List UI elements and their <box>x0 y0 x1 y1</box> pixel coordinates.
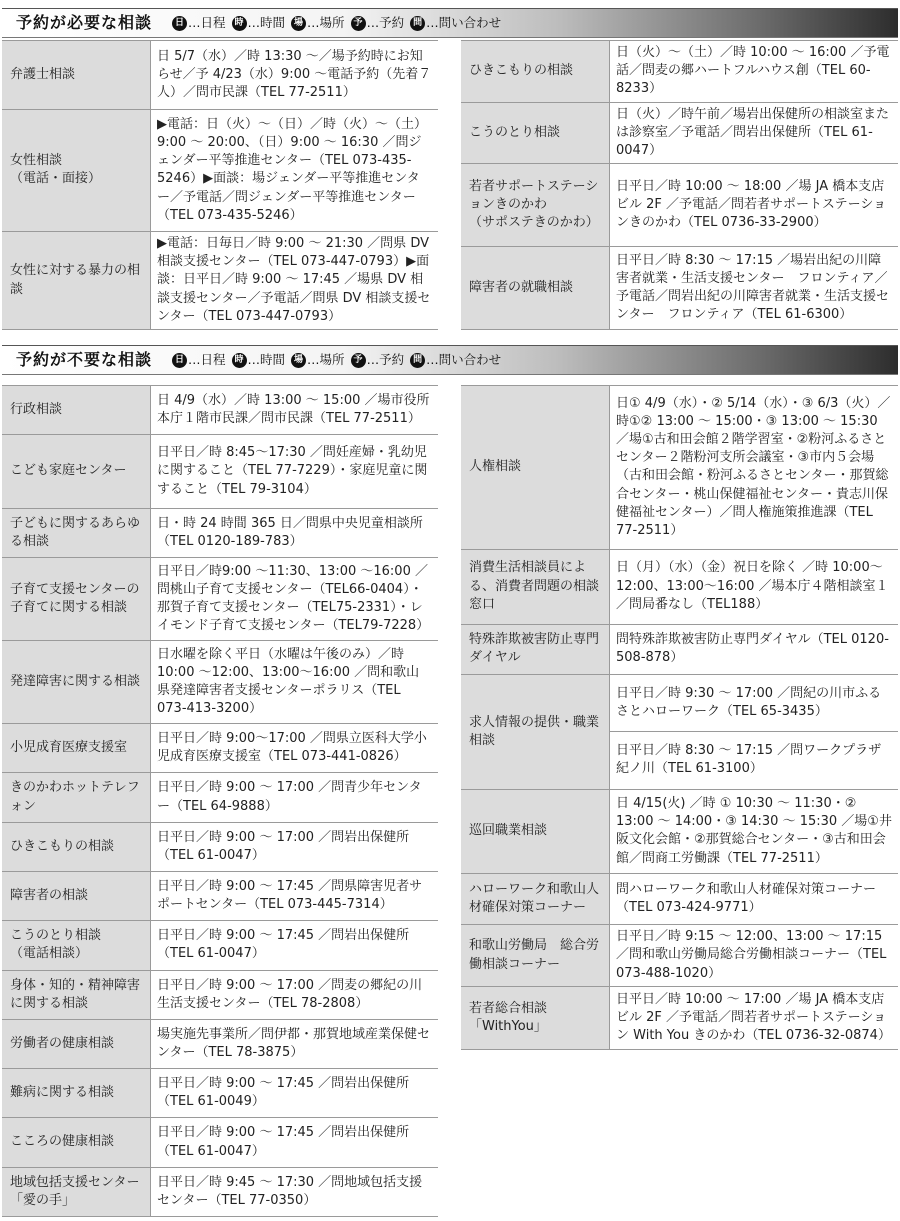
detail-line: 日・時 24 時間 365 日／問県中央児童相談所（TEL 0120-189-783） <box>150 509 438 557</box>
consultation-details <box>609 625 898 674</box>
consultation-name: 発達障害に関する相談 <box>2 641 150 723</box>
table-row <box>2 40 438 110</box>
legend-label: …時間 <box>247 351 286 367</box>
inquiry-icon: 問 <box>410 353 425 368</box>
legend-label: …日程 <box>188 14 226 30</box>
detail-line: 日平日／時 9:00 〜 17:45 ／問岩出保健所（TEL 61-0047） <box>150 921 438 969</box>
section-title: 予約が不要な相談 <box>16 350 153 370</box>
consultation-details <box>150 41 438 109</box>
consultation-details <box>150 435 438 507</box>
detail-line: 日平日／時 8:30 〜 17:15 ／問ワークプラザ紀ノ川（TEL 61-3100） <box>609 731 898 788</box>
table-row <box>2 921 438 970</box>
consultation-details <box>609 103 898 164</box>
table-row <box>461 103 898 165</box>
detail-line: 日① 4/9（水）・② 5/14（水）・③ 6/3（火）／時①② 13:00 〜 15:00・③ 13:00 〜 15:30 ／場①古和田会館２階学習室・②粉河ふるさとセンター２階粉河支所会議室・③市内５会場（古和田会館・粉河ふるさとセンター・那賀総合センター・桃山保健福祉センター・貴志川保健福祉センター）／問人権施策推進課（TEL 77-2511） <box>609 386 898 549</box>
consultation-name: 弁護士相談 <box>2 41 150 109</box>
table-row <box>2 1118 438 1167</box>
table-row <box>2 558 438 641</box>
detail-line: 日平日／時 9:00 〜 17:00 ／問麦の郷紀の川生活支援センター（TEL 78-2808） <box>150 971 438 1019</box>
table-row <box>461 550 898 625</box>
detail-line: 日平日／時 10:00 〜 18:00 ／場 JA 橋本支店ビル 2F ／予電話／問若者サポートステーションきのかわ（TEL 0736-33-2900） <box>609 164 898 246</box>
detail-line: 日 4/15(火) ／時 ① 10:30 〜 11:30・② 13:00 〜 14:00・③ 14:30 〜 15:30 ／場①井阪文化会館・②那賀総合センター・③古和田会館／問商工労働課（TEL 77-2511） <box>609 790 898 874</box>
consultation-name: 行政相談 <box>2 386 150 434</box>
detail-line: 日平日／時 8:30 〜 17:15 ／場岩出紀の川障害者就業・生活支援センター フロンティア／予電話／問岩出紀の川障害者就業・生活支援センター フロンティア（TEL 61-6300） <box>609 247 898 329</box>
table-row <box>2 641 438 724</box>
legend-label: …場所 <box>307 351 345 367</box>
bottom-right-table <box>461 385 898 1050</box>
table-row <box>461 40 898 103</box>
place-icon: 場 <box>291 353 306 368</box>
detail-line: 日平日／時9:00 〜11:30、13:00 〜16:00 ／問桃山子育て支援センター（TEL66-0404）・那賀子育て支援センター（TEL75-2331）・レイモンド子育て支援センター（TEL79-7228） <box>150 558 438 640</box>
legend <box>172 352 507 369</box>
legend-item <box>410 352 501 369</box>
legend-item <box>172 352 226 369</box>
detail-line: 日平日／時 9:45 〜 17:30 ／問地域包括支援センター（TEL 77-0350） <box>150 1168 438 1216</box>
consultation-details <box>150 641 438 723</box>
detail-line: 日（火）／時午前／場岩出保健所の相談室または診察室／予電話／問岩出保健所（TEL 61-0047） <box>609 103 898 164</box>
detail-line: 問ハローワーク和歌山人材確保対策コーナー（TEL 073-424-9771） <box>609 874 898 923</box>
detail-line: 日（火）〜（土）／時 10:00 〜 16:00 ／予電話／問麦の郷ハートフルハウス創（TEL 60-8233） <box>609 41 898 102</box>
consultation-details <box>609 925 898 987</box>
table-row <box>2 872 438 921</box>
consultation-details <box>609 386 898 549</box>
place-icon: 場 <box>291 16 306 31</box>
consultation-name: ハローワーク和歌山人材確保対策コーナー <box>461 874 609 923</box>
detail-line: ▶電話：日（火）〜（日）／時（火）〜（土）9:00 〜 20:00、（日）9:00 〜 16:30 ／問ジェンダー平等推進センター（TEL 073-435-5246）▶面談：場ジェンダー平等推進センター／予電話／問ジェンダー平等推進センター（TEL 073-435-5246） <box>150 110 438 231</box>
consultation-details <box>150 232 438 329</box>
legend-item <box>351 15 405 32</box>
legend-item <box>351 352 405 369</box>
table-row <box>461 247 898 330</box>
time-icon: 時 <box>232 16 247 31</box>
table-row <box>461 625 898 675</box>
detail-line: 日 5/7（水）／時 13:30 〜／場予約時にお知らせ／予 4/23（水）9:00 〜電話予約（先着７人）／問市民課（TEL 77-2511） <box>150 41 438 109</box>
legend-label: …問い合わせ <box>426 14 502 30</box>
table-row <box>461 675 898 789</box>
consultation-name: こころの健康相談 <box>2 1118 150 1166</box>
detail-line: 日水曜を除く平日（水曜は午後のみ）／時 10:00 〜12:00、13:00〜16:00 ／問和歌山県発達障害者支援センターポラリス（TEL 073-413-3200） <box>150 641 438 723</box>
legend-item <box>172 15 226 32</box>
table-row <box>2 1168 438 1217</box>
consultation-name: ひきこもりの相談 <box>2 823 150 871</box>
consultation-name: 小児成育医療支援室 <box>2 724 150 772</box>
consultation-details <box>150 724 438 772</box>
legend-label: …時間 <box>247 14 286 30</box>
consultation-details <box>150 386 438 434</box>
detail-line: 日平日／時 9:00 〜 17:45 ／問県障害児者サポートセンター（TEL 073-445-7314） <box>150 872 438 920</box>
table-row <box>2 110 438 232</box>
table-row <box>461 790 898 875</box>
consultation-name: 労働者の健康相談 <box>2 1020 150 1068</box>
detail-line: 日 4/9（水）／時 13:00 〜 15:00 ／場市役所本庁１階市民課／問市民課（TEL 77-2511） <box>150 386 438 434</box>
table-row <box>2 1020 438 1069</box>
consultation-details <box>150 110 438 231</box>
consultation-details <box>150 1020 438 1068</box>
reservation-icon: 予 <box>351 353 366 368</box>
consultation-details <box>150 971 438 1019</box>
detail-line: ▶電話：日毎日／時 9:00 〜 21:30 ／問県 DV 相談支援センター（TEL 073-447-0793）▶面談：日平日／時 9:00 〜 17:45 ／場県 DV 相談支援センター／予電話／問県 DV 相談支援センター（TEL 073-447-0793） <box>150 232 438 329</box>
consultation-details <box>150 773 438 821</box>
table-row <box>2 1069 438 1118</box>
consultation-name: 特殊詐欺被害防止専門ダイヤル <box>461 625 609 674</box>
consultation-name: 和歌山労働局 総合労働相談コーナー <box>461 925 609 987</box>
consultation-name: きのかわホットテレフォン <box>2 773 150 821</box>
legend-label: …予約 <box>366 14 405 30</box>
detail-line: 日平日／時 9:00 〜 17:45 ／問岩出保健所（TEL 61-0049） <box>150 1069 438 1117</box>
table-row <box>2 724 438 773</box>
consultation-name: こうのとり相談 （電話相談） <box>2 921 150 969</box>
legend-item <box>232 15 286 32</box>
consultation-details <box>609 41 898 102</box>
date-icon: 日 <box>172 353 187 368</box>
legend <box>172 15 507 32</box>
detail-line: 日（月）（水）（金）祝日を除く ／時 10:00〜12:00、13:00〜16:00 ／場本庁４階相談室１／問局番なし（TEL188） <box>609 550 898 624</box>
consultation-name: 女性相談 （電話・面接） <box>2 110 150 231</box>
detail-line: 日平日／時 9:00 〜 17:00 ／問岩出保健所（TEL 61-0047） <box>150 823 438 871</box>
reservation-icon: 予 <box>351 16 366 31</box>
consultation-name: こうのとり相談 <box>461 103 609 164</box>
consultation-details <box>150 1118 438 1166</box>
table-row <box>2 773 438 822</box>
consultation-details <box>150 921 438 969</box>
consultation-name: 巡回職業相談 <box>461 790 609 874</box>
inquiry-icon: 問 <box>410 16 425 31</box>
consultation-name: こども家庭センター <box>2 435 150 507</box>
time-icon: 時 <box>232 353 247 368</box>
consultation-details <box>150 509 438 557</box>
top-left-table <box>2 40 438 330</box>
legend-item <box>291 15 345 32</box>
table-row <box>461 874 898 924</box>
legend-label: …予約 <box>366 351 405 367</box>
detail-line: 日平日／時 8:45〜17:30 ／問妊産婦・乳幼児に関すること（TEL 77-7229）・家庭児童に関すること（TEL 79-3104） <box>150 435 438 507</box>
table-row <box>2 385 438 435</box>
consultation-name: 障害者の就職相談 <box>461 247 609 329</box>
consultation-name: 人権相談 <box>461 386 609 549</box>
legend-label: …問い合わせ <box>426 351 502 367</box>
consultation-name: 若者総合相談「WithYou」 <box>461 987 609 1049</box>
table-row <box>461 925 898 988</box>
consultation-details <box>609 874 898 923</box>
consultation-name: 地域包括支援センター「愛の手」 <box>2 1168 150 1216</box>
consultation-details <box>150 872 438 920</box>
consultation-details <box>609 247 898 329</box>
detail-line: 日平日／時 9:00 〜 17:00 ／問青少年センター（TEL 64-9888） <box>150 773 438 821</box>
consultation-name: ひきこもりの相談 <box>461 41 609 102</box>
consultation-name: 若者サポートステーションきのかわ （サポステきのかわ） <box>461 164 609 246</box>
consultation-details <box>150 1069 438 1117</box>
consultation-details <box>609 550 898 624</box>
consultation-details <box>609 987 898 1049</box>
table-row <box>2 232 438 330</box>
consultation-details <box>150 1168 438 1216</box>
consultation-name: 身体・知的・精神障害に関する相談 <box>2 971 150 1019</box>
top-right-table <box>461 40 898 330</box>
legend-item <box>232 352 286 369</box>
legend-label: …日程 <box>188 351 226 367</box>
table-row <box>2 509 438 558</box>
table-row <box>2 971 438 1020</box>
consultation-name: 障害者の相談 <box>2 872 150 920</box>
consultation-name: 難病に関する相談 <box>2 1069 150 1117</box>
table-row <box>461 164 898 247</box>
consultation-name: 女性に対する暴力の相談 <box>2 232 150 329</box>
section-title: 予約が必要な相談 <box>16 13 153 33</box>
consultation-details <box>609 790 898 874</box>
bottom-left-table <box>2 385 438 1217</box>
consultation-name: 求人情報の提供・職業相談 <box>461 675 609 788</box>
consultation-details <box>609 164 898 246</box>
consultation-name: 消費生活相談員による、消費者問題の相談窓口 <box>461 550 609 624</box>
detail-line: 日平日／時 9:15 〜 12:00、13:00 〜 17:15 ／問和歌山労働局総合労働相談コーナー（TEL 073-488-1020） <box>609 925 898 987</box>
table-row <box>2 435 438 508</box>
date-icon: 日 <box>172 16 187 31</box>
detail-line: 日平日／時 10:00 〜 17:00 ／場 JA 橋本支店ビル 2F ／予電話／問若者サポートステーション With You きのかわ（TEL 0736-32-0874） <box>609 987 898 1049</box>
detail-line: 日平日／時 9:30 〜 17:00 ／問紀の川市ふるさとハローワーク（TEL 65-3435） <box>609 675 898 731</box>
detail-line: 場実施先事業所／問伊都・那賀地域産業保健センター（TEL 78-3875） <box>150 1020 438 1068</box>
table-row <box>2 823 438 872</box>
detail-line: 問特殊詐欺被害防止専門ダイヤル（TEL 0120-508-878） <box>609 625 898 674</box>
table-row <box>461 987 898 1050</box>
consultation-details <box>150 823 438 871</box>
consultation-details <box>609 675 898 788</box>
consultation-details <box>150 558 438 640</box>
legend-item <box>291 352 345 369</box>
table-row <box>461 385 898 550</box>
no-reservation-header <box>2 345 898 375</box>
legend-label: …場所 <box>307 14 345 30</box>
detail-line: 日平日／時 9:00〜17:00 ／問県立医科大学小児成育医療支援室（TEL 073-441-0826） <box>150 724 438 772</box>
consultation-name: 子どもに関するあらゆる相談 <box>2 509 150 557</box>
reservation-required-header <box>2 8 898 38</box>
detail-line: 日平日／時 9:00 〜 17:45 ／問岩出保健所（TEL 61-0047） <box>150 1118 438 1166</box>
consultation-name: 子育て支援センターの子育てに関する相談 <box>2 558 150 640</box>
legend-item <box>410 15 501 32</box>
